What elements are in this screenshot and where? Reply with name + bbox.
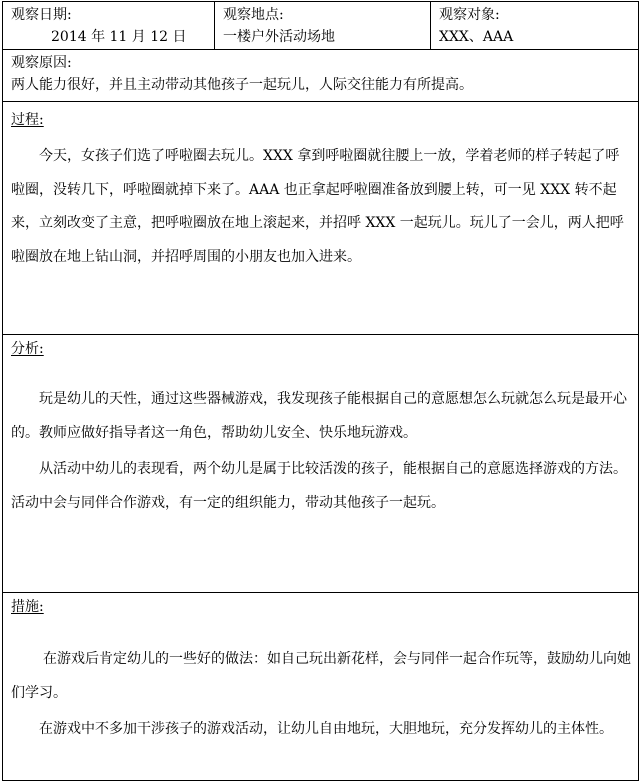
reason-label: 观察原因: [11,55,72,71]
target-value: XXX、AAA [439,29,514,45]
target-label: 观察对象: [439,7,500,23]
analysis-label: 分析: [11,341,44,357]
header-row [3,2,638,50]
measures-section [3,593,638,780]
analysis-paragraph-1: 玩是幼儿的天性，通过这些器械游戏，我发现孩子能根据自己的意愿想怎么玩就怎么玩是最开心的。教师应做好指导者这一角色，帮助幼儿安全、快乐地玩游戏。 [11,391,627,441]
process-paragraph: 今天，女孩子们选了呼啦圈去玩儿。XXX 拿到呼啦圈就往腰上一放，学着老师的样子转起了呼啦圈，没转几下，呼啦圈就掉下来了。AAA 也正拿起呼啦圈准备放到腰上转，可一见 XXX 转不起来，立刻改变了主意，把呼啦圈放在地上滚起来，并招呼 XXX 一起玩儿。玩儿了一会儿，两人把呼啦圈放在地上钻山洞，并招呼周围的小朋友也加入进来。 [11,148,624,265]
date-value: 2014 年 11 月 12 日 [51,29,187,45]
measures-paragraph-1: 在游戏后肯定幼儿的一些好的做法：如自己玩出新花样，会与同伴一起合作玩等，鼓励幼儿向她们学习。 [11,651,631,701]
observation-record-table [2,1,639,781]
analysis-section [3,335,638,593]
analysis-paragraph-2: 从活动中幼儿的表现看，两个幼儿是属于比较活泼的孩子，能根据自己的意愿选择游戏的方法。活动中会与同伴合作游戏，有一定的组织能力，带动其他孩子一起玩。 [11,461,627,511]
measures-paragraph-2: 在游戏中不多加干涉孩子的游戏活动，让幼儿自由地玩，大胆地玩，充分发挥幼儿的主体性。 [39,721,613,737]
place-value: 一楼户外活动场地 [223,29,335,45]
process-section [3,102,638,335]
measures-label: 措施: [11,599,44,615]
target-cell [430,2,638,49]
reason-row [3,50,638,102]
place-cell [214,2,430,49]
place-label: 观察地点: [223,7,284,23]
date-cell [3,2,214,49]
process-label: 过程: [11,112,44,128]
date-label: 观察日期: [11,7,72,23]
reason-text: 两人能力很好，并且主动带动其他孩子一起玩儿，人际交往能力有所提高。 [11,77,473,93]
